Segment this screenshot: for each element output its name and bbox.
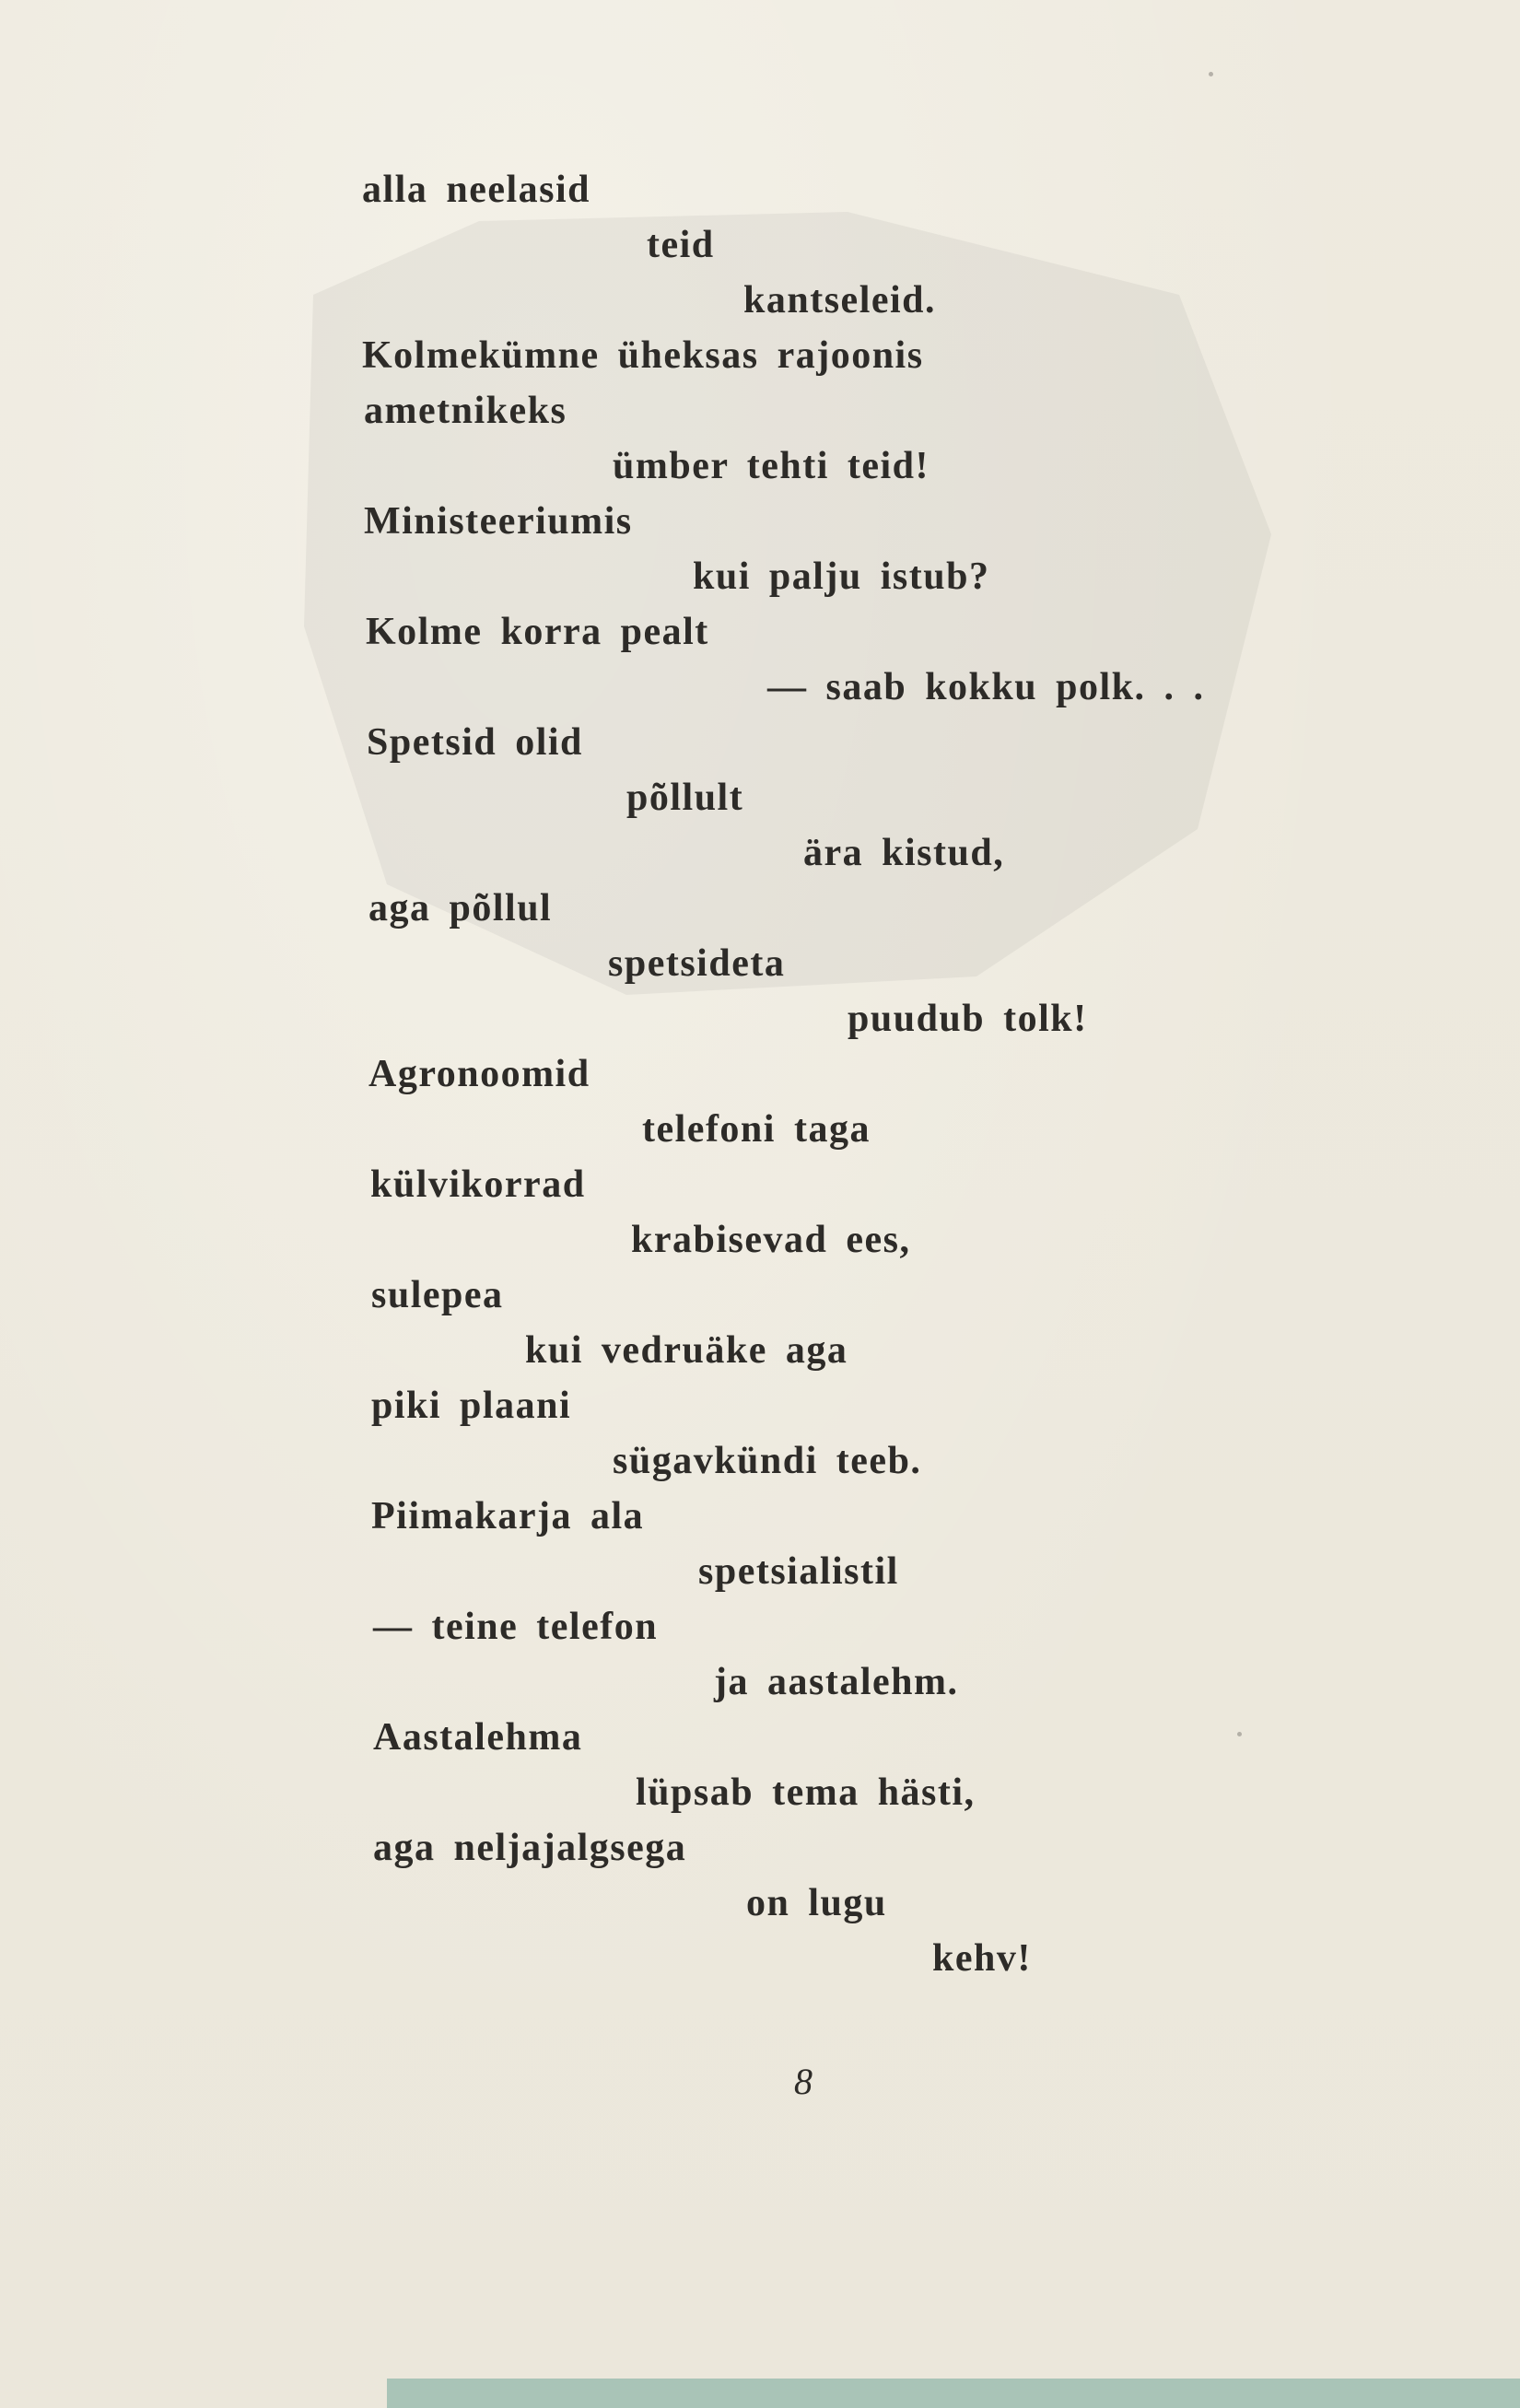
poem-line: kui palju istub? (693, 555, 990, 598)
poem-line: spetsideta (608, 942, 786, 985)
poem-line: aga põllul (368, 887, 553, 929)
poem-line: kantseleid. (743, 279, 937, 321)
poem-line: Ministeeriumis (364, 500, 633, 543)
poem-line: alla neelasid (362, 169, 591, 211)
poem-line: Kolme korra pealt (366, 611, 709, 653)
poem-line: sulepea (371, 1274, 504, 1316)
poem-line: ametnikeks (364, 390, 567, 432)
poem-line: Kolmekümne üheksas rajoonis (362, 334, 924, 377)
poem-line: Agronoomid (368, 1053, 590, 1095)
poem-line: spetsialistil (698, 1550, 899, 1593)
poem-line: krabisevad ees, (631, 1219, 911, 1261)
poem-line: sügavkündi teeb. (613, 1440, 922, 1482)
poem-line: ümber tehti teid! (613, 445, 930, 487)
poem-line: kui vedruäke aga (525, 1329, 848, 1372)
bottom-color-strip (387, 2379, 1520, 2408)
poem-line: aga neljajalgsega (373, 1827, 687, 1869)
page-number: 8 (794, 2061, 813, 2102)
poem-line: põllult (626, 777, 744, 819)
poem-line: on lugu (746, 1882, 887, 1924)
poem-line: lüpsab tema hästi, (636, 1771, 976, 1814)
poem-line: Spetsid olid (367, 721, 583, 764)
poem-line: ja aastalehm. (714, 1661, 959, 1703)
poem-line: külvikorrad (370, 1163, 586, 1206)
paper-speck (1237, 1732, 1242, 1736)
poem-line: — saab kokku polk. . . (767, 666, 1205, 708)
poem-line: Piimakarja ala (371, 1495, 645, 1537)
poem-line: kehv! (932, 1937, 1032, 1980)
poem-line: teid (647, 224, 715, 266)
poem-line: telefoni taga (642, 1108, 871, 1151)
poem-line: puudub tolk! (848, 998, 1088, 1040)
paper-speck (1209, 72, 1213, 76)
poem-line: ära kistud, (803, 832, 1005, 874)
poem-line: piki plaani (371, 1385, 572, 1427)
poem-line: Aastalehma (373, 1716, 583, 1759)
poem-line: — teine telefon (373, 1606, 659, 1648)
